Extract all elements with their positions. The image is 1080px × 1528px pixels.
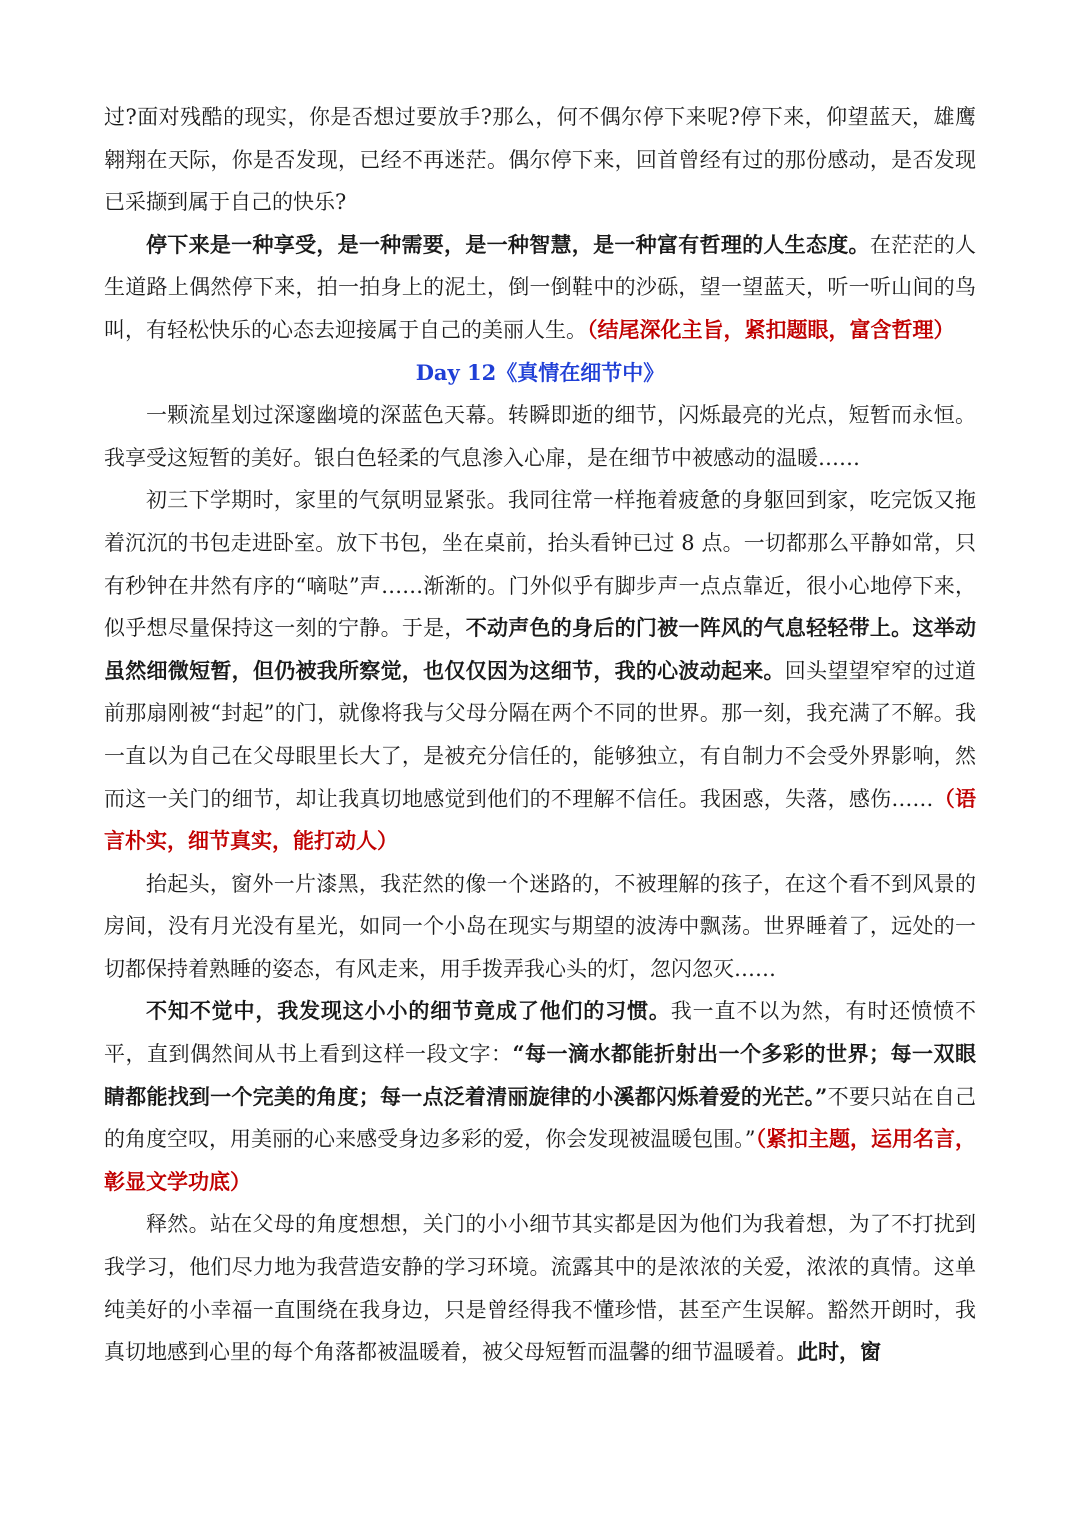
bold-text-run: 此时，窗 — [797, 1339, 881, 1365]
text-run: 回头望望窄窄的过道前那扇刚被“封起”的门，就像将我与父母分隔在两个不同的世界。那一刻，我充满了不解。我一直以为自己在父母眼里长大了，是被充分信任的，能够独立，有自制力不会受外界影响，然而这一关门的细节，却让我真切地感觉到他们的不理解不信任。我困惑，失落，感伤…… — [104, 658, 976, 811]
document-page — [104, 96, 976, 1374]
red-annotation: （紧扣主题，运用名言，彰显文学功底） — [104, 1126, 977, 1194]
text-run: 过?面对残酷的现实，你是否想过要放手?那么，何不偶尔停下来呢?停下来，仰望蓝天，雄鹰翱翔在天际，你是否发现，已经不再迷茫。偶尔停下来，回首曾经有过的那份感动，是否发现已采撷到属于自己的快乐? — [104, 105, 976, 215]
bold-text-run: 停下来是一种享受，是一种需要，是一种智慧，是一种富有哲理的人生态度。 — [146, 231, 870, 257]
paragraph — [104, 1203, 976, 1373]
paragraph — [104, 990, 976, 1203]
text-run: 释然。站在父母的角度想想，关门的小小细节其实都是因为他们为我着想，为了不打扰到我学习，他们尽力地为我营造安静的学习环境。流露其中的是浓浓的关爱，浓浓的真情。这单纯美好的小幸福一直围绕在我身边，只是曾经得我不懂珍惜，甚至产生误解。豁然开朗时，我真切地感到心里的每个角落都被温暖着，被父母短暂而温馨的细节温暖着。 — [104, 1212, 976, 1365]
section-title — [104, 352, 976, 395]
text-run: 不要只站在自己的角度空叹，用美丽的心来感受身边多彩的爱，你会发现被温暖包围。” — [104, 1084, 976, 1152]
red-annotation: （语言朴实，细节真实，能打动人） — [104, 785, 977, 854]
red-annotation: （结尾深化主旨，紧扣题眼，富含哲理） — [587, 316, 955, 342]
paragraph — [104, 479, 976, 862]
paragraph — [104, 394, 976, 479]
bold-text-run: 不动声色的身后的门被一阵风的气息轻轻带上。这举动虽然细微短暂，但仍被我所察觉，也仅仅因为这细节，我的心波动起来。 — [104, 615, 977, 683]
bold-text-run: 不知不觉中，我发现这小小的细节竟成了他们的习惯。 — [146, 998, 671, 1024]
paragraph — [104, 863, 976, 991]
section-title-text: Day 12《真情在细节中》 — [415, 359, 665, 385]
text-run: 初三下学期时，家里的气氛明显紧张。我同往常一样拖着疲惫的身躯回到家，吃完饭又拖着沉沉的书包走进卧室。放下书包，坐在桌前，抬头看钟已过 8 点。一切都那么平静如常，只有秒钟在井然有序的“嘀哒”声……渐渐的。门外似乎有脚步声一点点靠近，很小心地停下来，似乎想尽量保持这一刻的宁静。于是， — [104, 488, 976, 641]
paragraph — [104, 224, 976, 352]
paragraph — [104, 96, 976, 224]
bold-quote-run: “每一滴水都能折射出一个多彩的世界；每一双眼睛都能找到一个完美的角度；每一点泛着清丽旋律的小溪都闪烁着爱的光芒。” — [104, 1041, 977, 1109]
text-run: 我一直不以为然，有时还愤愤不平，直到偶然间从书上看到这样一段文字： — [104, 999, 977, 1067]
text-run: 一颗流星划过深邃幽境的深蓝色天幕。转瞬即逝的细节，闪烁最亮的光点，短暂而永恒。我享受这短暂的美好。银白色轻柔的气息渗入心扉，是在细节中被感动的温暖…… — [104, 403, 976, 470]
text-run: 抬起头，窗外一片漆黑，我茫然的像一个迷路的，不被理解的孩子，在这个看不到风景的房间，没有月光没有星光，如同一个小岛在现实与期望的波涛中飘荡。世界睡着了，远处的一切都保持着熟睡的姿态，有风走来，用手拨弄我心头的灯，忽闪忽灭…… — [104, 871, 976, 981]
text-run: 在茫茫的人生道路上偶然停下来，拍一拍身上的泥土，倒一倒鞋中的沙砾，望一望蓝天，听一听山间的鸟叫，有轻松快乐的心态去迎接属于自己的美丽人生。 — [104, 232, 977, 342]
